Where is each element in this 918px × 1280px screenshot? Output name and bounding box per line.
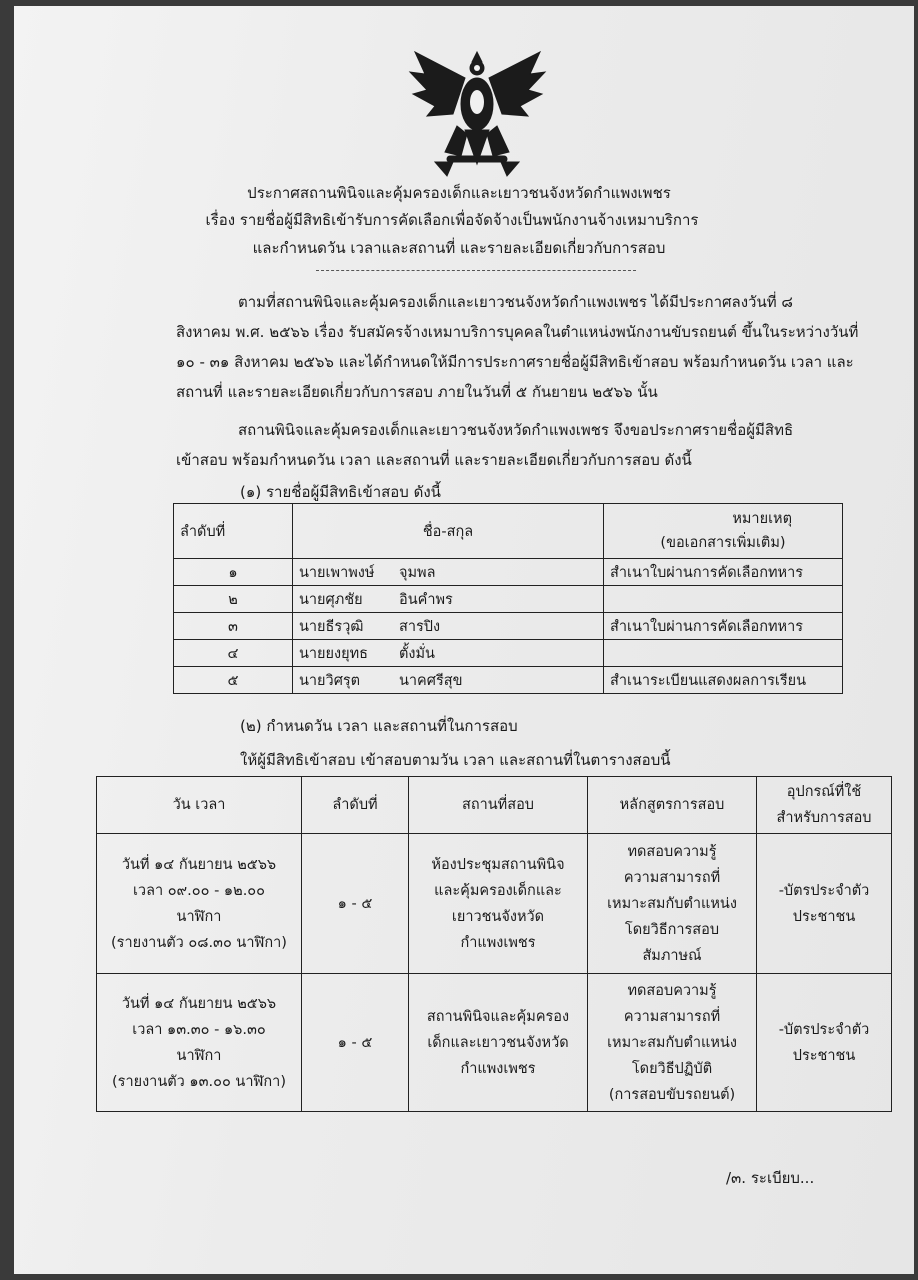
row-place-line: ห้องประชุมสถานพินิจ xyxy=(431,856,565,873)
row-order: ๑ - ๕ xyxy=(302,834,409,974)
section-2-subheading: ให้ผู้มีสิทธิเข้าสอบ เข้าสอบตามวัน เวลา และสถานที่ในตารางสอบนี้ xyxy=(240,751,671,769)
row-date xyxy=(97,974,302,1112)
section-1-heading: (๑) รายชื่อผู้มีสิทธิเข้าสอบ ดังนี้ xyxy=(240,483,441,501)
row-note xyxy=(604,640,843,667)
candidate-table xyxy=(173,503,843,694)
header-order: ลำดับที่ xyxy=(302,777,409,834)
row-last-name: ตั้งมั่น xyxy=(399,645,435,662)
row-course xyxy=(588,834,757,974)
row-note xyxy=(604,586,843,613)
row-order: ๔ xyxy=(174,640,293,667)
row-course-line: ทดสอบความรู้ xyxy=(627,982,717,999)
row-place xyxy=(409,834,588,974)
row-course-line: โดยวิธีปฏิบัติ xyxy=(631,1060,713,1077)
row-place xyxy=(409,974,588,1112)
continuation-note: /๓. ระเบียบ... xyxy=(726,1169,815,1187)
row-first-name: นายเพาพงษ์ xyxy=(299,564,375,581)
garuda-emblem-icon xyxy=(405,44,550,179)
row-note: สำเนาระเบียนแสดงผลการเรียน xyxy=(604,667,843,694)
announcement-subject: เรื่อง รายชื่อผู้มีสิทธิเข้ารับการคัดเลือกเพื่อจัดจ้างเป็นพนักงานจ้างเหมาบริการ xyxy=(205,211,699,229)
header-date: วัน เวลา xyxy=(97,777,302,834)
row-date-line: นาฬิกา xyxy=(176,908,222,925)
row-date-line: เวลา ๑๓.๓๐ - ๑๖.๓๐ xyxy=(132,1021,266,1038)
header-name: ชื่อ-สกุล xyxy=(293,504,604,559)
row-last-name: จุมพล xyxy=(399,564,436,581)
row-order: ๑ xyxy=(174,559,293,586)
table-row xyxy=(174,559,843,586)
row-equipment-line: -บัตรประจำตัว xyxy=(778,1021,870,1038)
table-row xyxy=(174,640,843,667)
row-order: ๓ xyxy=(174,613,293,640)
header-course: หลักสูตรการสอบ xyxy=(588,777,757,834)
row-place-line: กำแพงเพชร xyxy=(460,934,536,951)
separator-line xyxy=(316,270,636,271)
row-note: สำเนาใบผ่านการคัดเลือกทหาร xyxy=(604,613,843,640)
table-row xyxy=(174,613,843,640)
row-note: สำเนาใบผ่านการคัดเลือกทหาร xyxy=(604,559,843,586)
announcement-title: ประกาศสถานพินิจและคุ้มครองเด็กและเยาวชนจังหวัดกำแพงเพชร xyxy=(247,184,671,202)
table-row xyxy=(97,834,892,974)
row-order: ๑ - ๕ xyxy=(302,974,409,1112)
row-last-name: อินคำพร xyxy=(399,591,453,608)
paragraph-1-line-2: สิงหาคม พ.ศ. ๒๕๖๖ เรื่อง รับสมัครจ้างเหมาบริการบุคคลในตำแหน่งพนักงานขับรถยนต์ ขึ้นในระหว่างวันที่ xyxy=(176,323,859,341)
header-equipment xyxy=(757,777,892,834)
row-equipment-line: -บัตรประจำตัว xyxy=(778,882,870,899)
header-order: ลำดับที่ xyxy=(174,504,293,559)
header-equipment-line-2: สำหรับการสอบ xyxy=(776,810,872,826)
header-note xyxy=(604,504,843,559)
paragraph-1-line-1: ตามที่สถานพินิจและคุ้มครองเด็กและเยาวชนจังหวัดกำแพงเพชร ได้มีประกาศลงวันที่ ๘ xyxy=(238,293,793,311)
row-last-name: นาคศรีสุข xyxy=(399,672,463,689)
header-place: สถานที่สอบ xyxy=(409,777,588,834)
header-equipment-line-1: อุปกรณ์ที่ใช้ xyxy=(786,784,862,800)
row-first-name: นายธีรวุฒิ xyxy=(299,618,364,635)
row-name xyxy=(293,613,604,640)
table-header-row xyxy=(97,777,892,834)
row-date xyxy=(97,834,302,974)
row-first-name: นายวิศรุต xyxy=(299,672,361,689)
row-date-line: นาฬิกา xyxy=(176,1047,222,1064)
row-date-line: (รายงานตัว ๑๓.๐๐ นาฬิกา) xyxy=(112,1073,286,1090)
row-place-line: กำแพงเพชร xyxy=(460,1060,536,1077)
table-row xyxy=(174,586,843,613)
row-course-line: (การสอบขับรถยนต์) xyxy=(608,1086,736,1103)
row-date-line: วันที่ ๑๔ กันยายน ๒๕๖๖ xyxy=(121,856,277,873)
row-order: ๒ xyxy=(174,586,293,613)
announcement-subject-2: และกำหนดวัน เวลาและสถานที่ และรายละเอียดเกี่ยวกับการสอบ xyxy=(252,239,666,257)
exam-schedule-table xyxy=(96,776,892,1112)
header-note-title: หมายเหตุ xyxy=(732,511,792,527)
row-date-line: เวลา ๐๙.๐๐ - ๑๒.๐๐ xyxy=(132,882,266,899)
row-place-line: และคุ้มครองเด็กและ xyxy=(434,882,562,899)
row-first-name: นายศุภชัย xyxy=(299,591,363,608)
row-last-name: สารปิง xyxy=(399,618,441,635)
row-equipment-line: ประชาชน xyxy=(792,1047,856,1064)
section-2-heading: (๒) กำหนดวัน เวลา และสถานที่ในการสอบ xyxy=(240,717,518,735)
row-name xyxy=(293,586,604,613)
paragraph-1-line-3: ๑๐ - ๓๑ สิงหาคม ๒๕๖๖ และได้กำหนดให้มีการประกาศรายชื่อผู้มีสิทธิเข้าสอบ พร้อมกำหนดวัน เวลา และ xyxy=(176,353,854,371)
row-place-line: เด็กและเยาวชนจังหวัด xyxy=(427,1034,569,1051)
row-equipment xyxy=(757,834,892,974)
row-course-line: เหมาะสมกับตำแหน่ง xyxy=(607,1034,737,1051)
row-name xyxy=(293,667,604,694)
row-course xyxy=(588,974,757,1112)
row-course-line: ความสามารถที่ xyxy=(623,1008,721,1025)
row-equipment-line: ประชาชน xyxy=(792,908,856,925)
row-order: ๕ xyxy=(174,667,293,694)
row-equipment xyxy=(757,974,892,1112)
row-course-line: โดยวิธีการสอบ xyxy=(624,921,720,938)
row-date-line: วันที่ ๑๔ กันยายน ๒๕๖๖ xyxy=(121,995,277,1012)
row-course-line: สัมภาษณ์ xyxy=(642,947,702,964)
row-course-line: ความสามารถที่ xyxy=(623,869,721,886)
row-name xyxy=(293,559,604,586)
row-course-line: ทดสอบความรู้ xyxy=(627,843,717,860)
row-name xyxy=(293,640,604,667)
header-note-subtitle: (ขอเอกสารเพิ่มเติม) xyxy=(660,535,786,551)
table-header-row xyxy=(174,504,843,559)
paragraph-1-line-4: สถานที่ และรายละเอียดเกี่ยวกับการสอบ ภายในวันที่ ๕ กันยายน ๒๕๖๖ นั้น xyxy=(176,383,658,401)
row-first-name: นายยงยุทธ xyxy=(299,645,369,662)
table-row xyxy=(97,974,892,1112)
row-place-line: เยาวชนจังหวัด xyxy=(451,908,545,925)
row-date-line: (รายงานตัว ๐๘.๓๐ นาฬิกา) xyxy=(111,934,287,951)
row-place-line: สถานพินิจและคุ้มครอง xyxy=(426,1008,570,1025)
table-row xyxy=(174,667,843,694)
row-course-line: เหมาะสมกับตำแหน่ง xyxy=(607,895,737,912)
paragraph-2-line-2: เข้าสอบ พร้อมกำหนดวัน เวลา และสถานที่ และรายละเอียดเกี่ยวกับการสอบ ดังนี้ xyxy=(176,451,692,469)
paragraph-2-line-1: สถานพินิจและคุ้มครองเด็กและเยาวชนจังหวัดกำแพงเพชร จึงขอประกาศรายชื่อผู้มีสิทธิ xyxy=(238,421,794,439)
